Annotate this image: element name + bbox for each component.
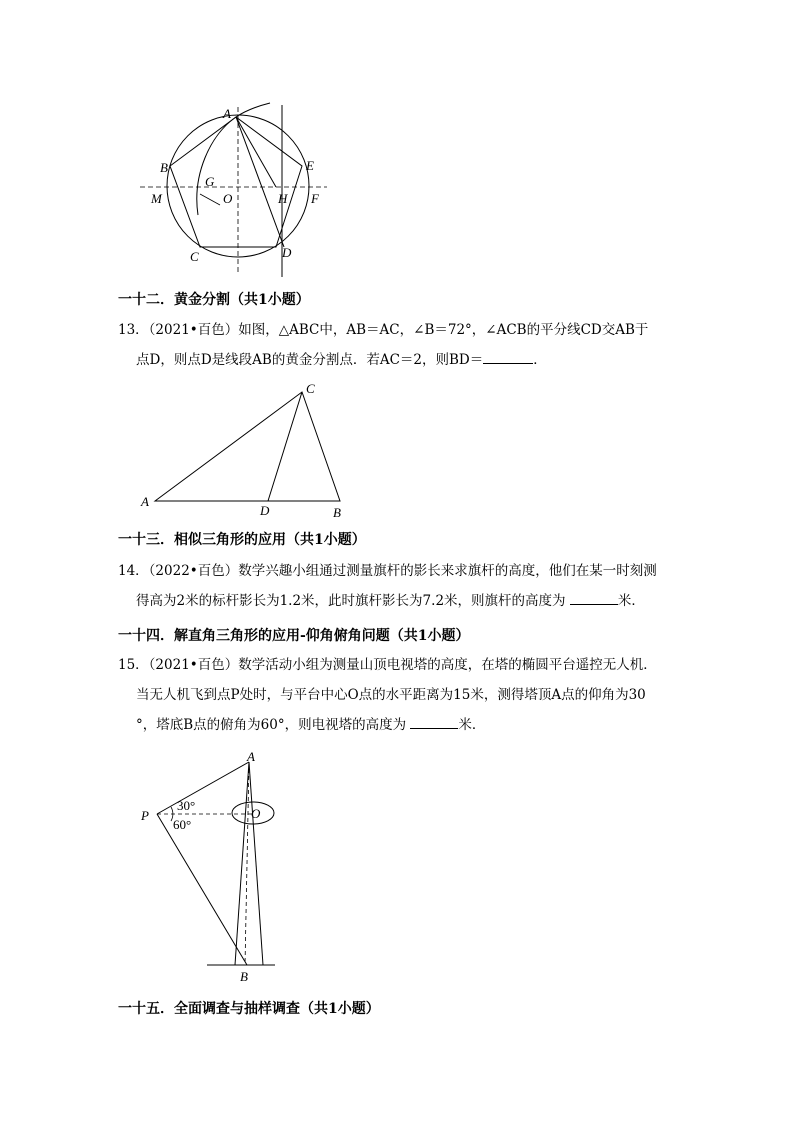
question-15-text-b: 米． bbox=[458, 717, 486, 733]
fig12-label-e: E bbox=[306, 158, 314, 173]
fig12-label-a: A bbox=[223, 106, 231, 121]
question-13 bbox=[118, 315, 678, 375]
triangle-abc-figure bbox=[135, 378, 355, 518]
tower-drone-figure bbox=[135, 745, 285, 985]
fig15-angle-30: 30° bbox=[177, 798, 196, 813]
fig15-angle-60: 60° bbox=[173, 817, 192, 832]
fig13-label-d: D bbox=[260, 503, 270, 518]
fig12-label-c: C bbox=[190, 249, 199, 264]
fig15-label-o: O bbox=[251, 806, 261, 821]
answer-blank-15[interactable] bbox=[410, 714, 458, 729]
fig12-label-h: H bbox=[278, 191, 288, 206]
answer-blank-14[interactable] bbox=[570, 590, 618, 605]
question-13-line-1: 13．（2021•百色）如图，△ABC中，AB＝AC，∠B＝72°，∠ACB的平分线CD交AB于 bbox=[118, 322, 649, 338]
question-15-line-2: 当无人机飞到点P处时，与平台中心O点的水平距离为15米，测得塔顶A点的仰角为30 bbox=[136, 687, 646, 703]
fig12-label-d: D bbox=[282, 245, 292, 260]
question-14 bbox=[118, 556, 678, 616]
section-heading-15: 一十五．全面调查与抽样调查（共1小题） bbox=[118, 1001, 380, 1017]
fig13-label-a: A bbox=[141, 494, 149, 509]
question-15-line-1: 15．（2021•百色）数学活动小组为测量山顶电视塔的高度，在塔的椭圆平台遥控无人机． bbox=[118, 657, 657, 673]
question-14-text-b: 米． bbox=[617, 593, 645, 609]
answer-blank-13[interactable] bbox=[483, 349, 533, 364]
section-heading-13: 一十三．相似三角形的应用（共1小题） bbox=[118, 532, 366, 548]
fig12-label-b: B bbox=[160, 160, 168, 175]
section-heading-12: 一十二．黄金分割（共1小题） bbox=[118, 292, 310, 308]
fig15-label-b: B bbox=[240, 969, 248, 984]
question-13-text-a: 点D，则点D是线段AB的黄金分割点．若AC＝2，则BD＝ bbox=[136, 352, 484, 368]
pentagon-circle-figure bbox=[130, 95, 340, 285]
question-14-text-a: 得高为2米的标杆影长为1.2米，此时旗杆影长为7.2米，则旗杆的高度为 bbox=[136, 593, 566, 609]
fig12-label-f: F bbox=[311, 191, 319, 206]
fig13-label-c: C bbox=[306, 381, 315, 396]
section-heading-14: 一十四．解直角三角形的应用-仰角俯角问题（共1小题） bbox=[118, 628, 470, 644]
fig12-label-g: G bbox=[205, 174, 215, 189]
fig13-label-b: B bbox=[333, 505, 341, 518]
question-14-line-1: 14．（2022•百色）数学兴趣小组通过测量旗杆的影长来求旗杆的高度，他们在某一时刻测 bbox=[118, 563, 657, 579]
fig15-label-a: A bbox=[247, 749, 255, 764]
fig12-label-m: M bbox=[151, 191, 162, 206]
fig12-label-o: O bbox=[223, 191, 233, 206]
question-13-text-b: ． bbox=[533, 352, 547, 368]
question-14-line-2 bbox=[118, 586, 678, 616]
question-13-line-2 bbox=[118, 345, 678, 375]
question-15 bbox=[118, 650, 678, 740]
question-15-text-a: °，塔底B点的俯角为60°，则电视塔的高度为 bbox=[136, 717, 407, 733]
fig15-label-p: P bbox=[141, 808, 149, 823]
question-15-line-3 bbox=[118, 710, 678, 740]
